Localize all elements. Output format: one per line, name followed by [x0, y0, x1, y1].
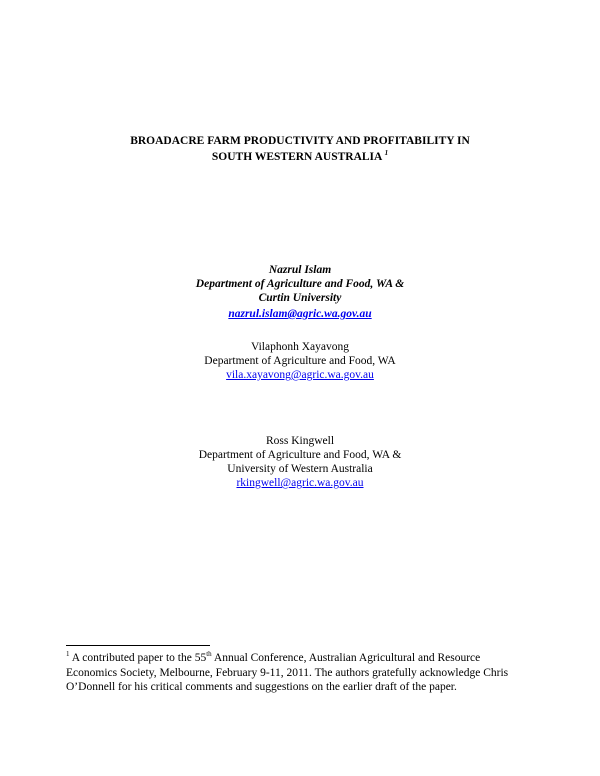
author-2-name: Vilaphonh Xayavong — [251, 341, 349, 353]
author-3-email-link[interactable]: rkingwell@agric.wa.gov.au — [236, 477, 364, 489]
footnote-line-1 — [66, 651, 546, 666]
footnote-text: A contributed paper to the 55 — [71, 652, 207, 664]
title-line-1: BROADACRE FARM PRODUCTIVITY AND PROFITABILITY IN — [130, 135, 470, 147]
author-1-name: Nazrul Islam — [268, 264, 332, 276]
footnote-separator — [66, 645, 210, 646]
title-text: SOUTH WESTERN AUSTRALIA — [211, 151, 382, 163]
title-footnote-mark[interactable]: 1 — [384, 149, 389, 157]
author-2-affiliation: Department of Agriculture and Food, WA — [204, 355, 396, 367]
author-2-email-link[interactable]: vila.xayavong@agric.wa.gov.au — [226, 369, 374, 381]
footnote-line-2: Economics Society, Melbourne, February 9-11, 2011. The authors gratefully acknowledge Chris — [66, 667, 509, 679]
author-1-email-link[interactable]: nazrul.islam@agric.wa.gov.au — [228, 308, 372, 320]
author-3-name: Ross Kingwell — [265, 435, 335, 447]
author-3-affiliation: Department of Agriculture and Food, WA & — [198, 449, 402, 461]
footnote-mark: 1 — [66, 650, 70, 658]
author-1-affiliation: Department of Agriculture and Food, WA & — [195, 278, 405, 290]
author-3-affiliation-2: University of Western Australia — [227, 463, 373, 475]
footnote-text: Annual Conference, Australian Agricultural and Resource — [213, 652, 481, 664]
footnote-line-3: O’Donnell for his critical comments and suggestions on the earlier draft of the paper. — [66, 681, 457, 693]
footnote-superscript: th — [206, 650, 212, 658]
title-line-2 — [0, 150, 600, 164]
author-1-affiliation-2: Curtin University — [258, 292, 342, 304]
